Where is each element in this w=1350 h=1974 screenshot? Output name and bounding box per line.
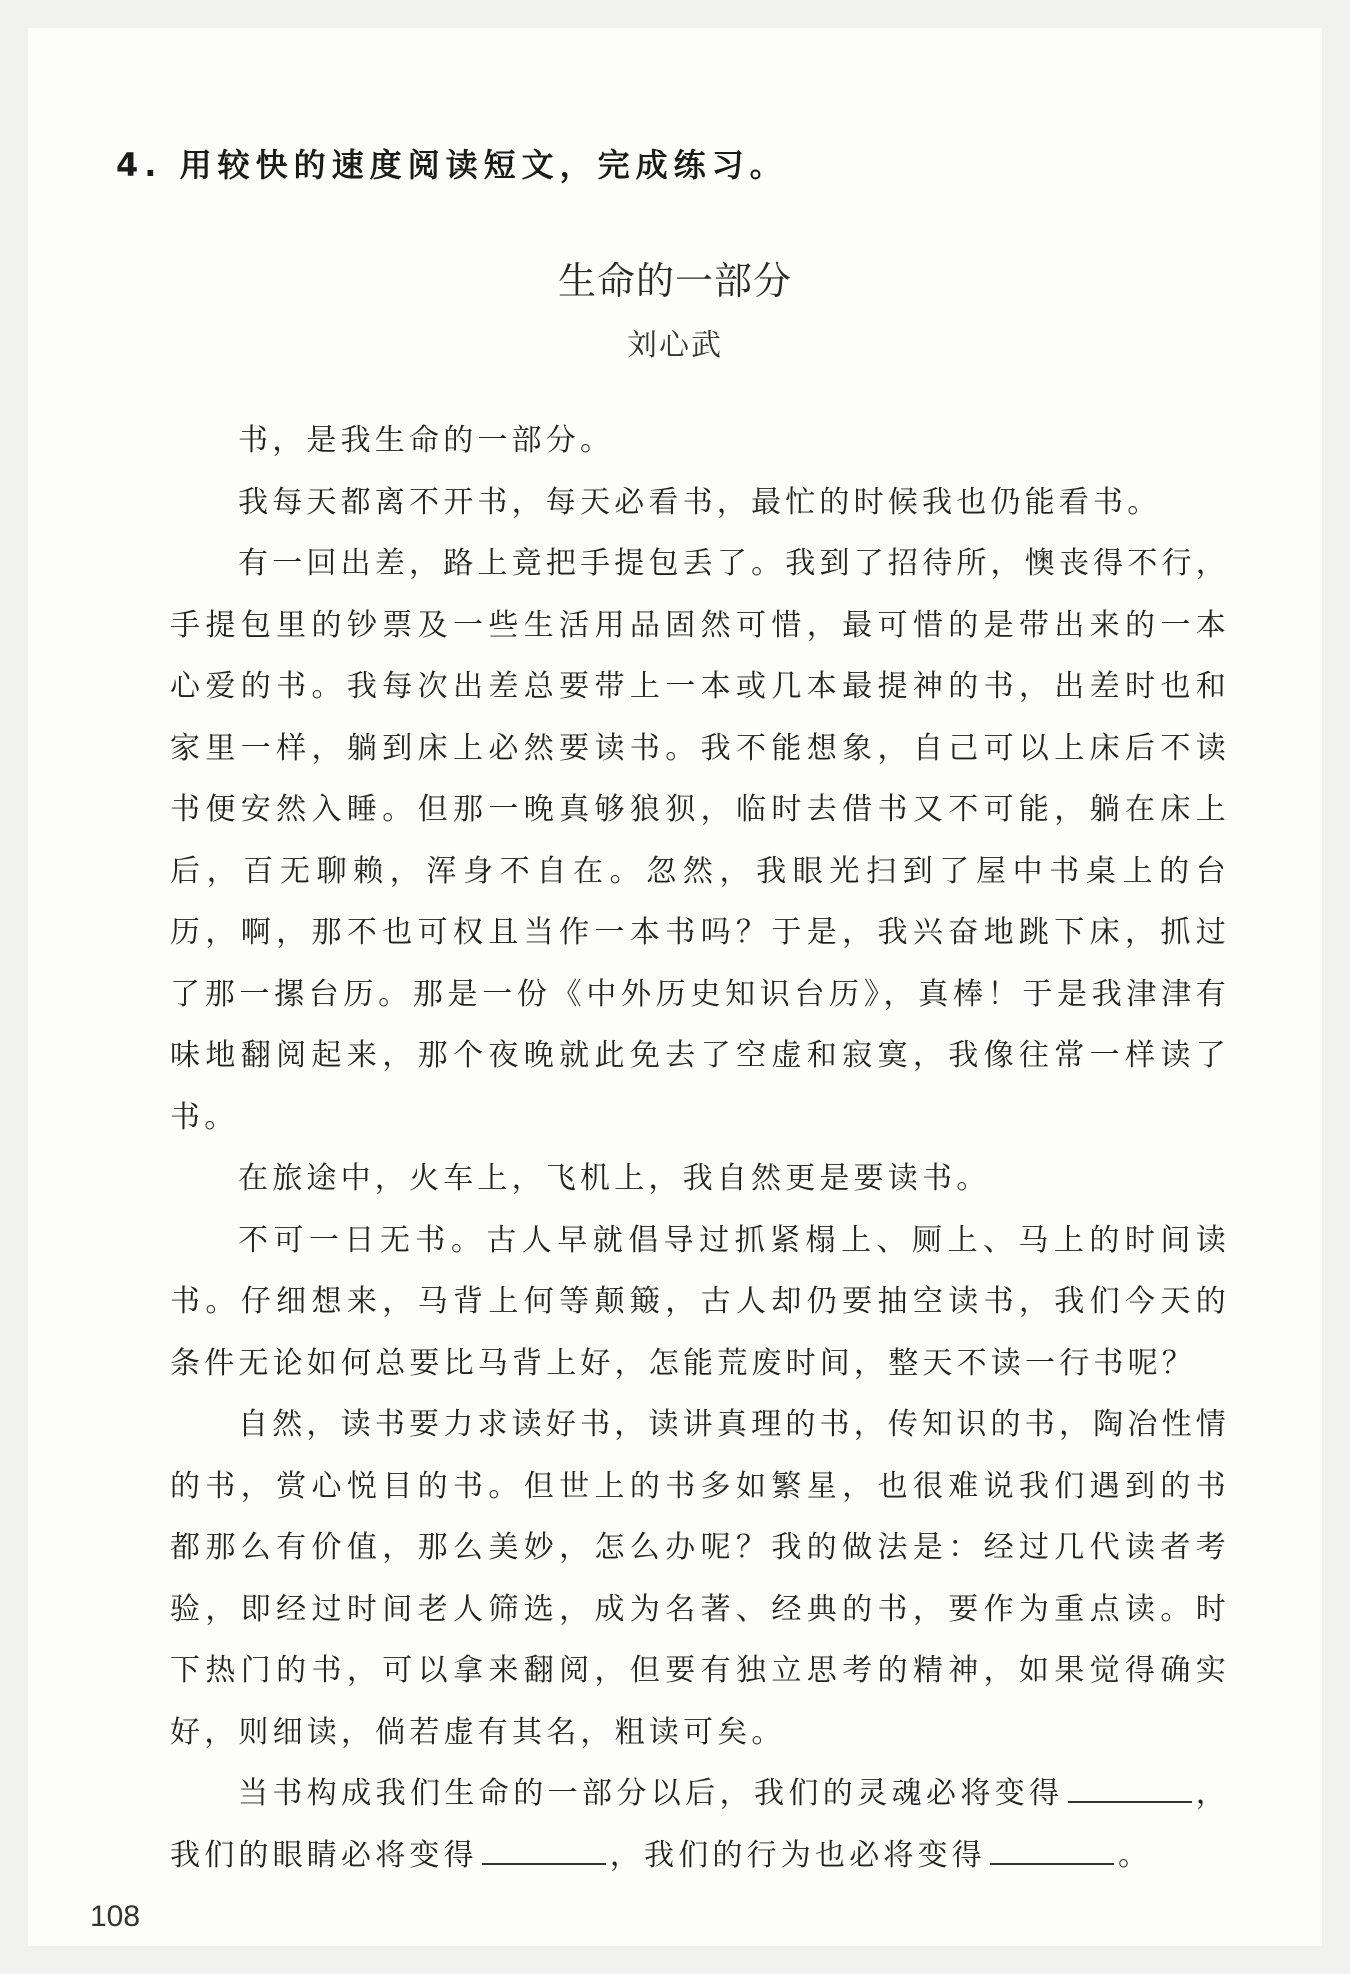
fill-in-blank-behavior[interactable] — [990, 1833, 1114, 1865]
fill-in-blank-eyes[interactable] — [482, 1833, 606, 1865]
paragraph-3: 有一回出差，路上竟把手提包丢了。我到了招待所，懊丧得不行，手提包里的钞票及一些生活用品固然可惜，最可惜的是带出来的一本心爱的书。我每次出差总要带上一本或几本最提神的书，出差时也和家里一样，躺到床上必然要读书。我不能想象，自己可以上床后不读书便安然入睡。但那一晚真够狼狈，临时去借书又不可能，躺在床上后，百无聊赖，浑身不自在。忽然，我眼光扫到了屋中书桌上的台历，啊，那不也可权且当作一本书吗？于是，我兴奋地跳下床，抓过了那一摞台历。那是一份《中外历史知识台历》，真棒！于是我津津有味地翻阅起来，那个夜晚就此免去了空虚和寂寞，我像往常一样读了书。 — [170, 546, 1230, 1135]
paragraph-2: 我每天都离不开书，每天必看书，最忙的时候我也仍能看书。 — [238, 484, 1162, 520]
exercise-heading: 4. 用较快的速度阅读短文，完成练习。 — [116, 146, 788, 184]
fill-in-text-2: ，我们的眼睛必将变得 — [170, 1776, 1230, 1873]
fill-in-paragraph — [170, 1763, 1230, 1886]
paragraph-4: 在旅途中，火车上，飞机上，我自然更是要读书。 — [238, 1161, 991, 1196]
article-body — [170, 410, 1230, 1886]
fill-in-text-3: ，我们的行为也必将变得 — [609, 1837, 987, 1873]
article-author: 刘心武 — [627, 328, 723, 363]
textbook-page — [28, 28, 1322, 1946]
paragraph-5: 不可一日无书。古人早就倡导过抓紧榻上、厕上、马上的时间读书。仔细想来，马背上何等颠簸，古人却仍要抽空读书，我们今天的条件无论如何总要比马背上好，怎能荒废时间，整天不读一行书呢？ — [170, 1222, 1230, 1381]
paragraph-6: 自然，读书要力求读好书，读讲真理的书，传知识的书，陶冶性情的书，赏心悦目的书。但世上的书多如繁星，也很难说我们遇到的书都那么有价值，那么美妙，怎么办呢？我的做法是：经过几代读者考验，即经过时间老人筛选，成为名著、经典的书，要作为重点读。时下热门的书，可以拿来翻阅，但要有独立思考的精神，如果觉得确实好，则细读，倘若虚有其名，粗读可矣。 — [170, 1407, 1230, 1750]
article-title: 生命的一部分 — [557, 259, 792, 303]
fill-in-blank-soul[interactable] — [1068, 1771, 1192, 1803]
fill-in-text-1: 当书构成我们生命的一部分以后，我们的灵魂必将变得 — [238, 1776, 1064, 1811]
page-number: 108 — [90, 1900, 141, 1933]
fill-in-text-4: 。 — [1118, 1837, 1153, 1873]
paragraph-1: 书，是我生命的一部分。 — [238, 423, 615, 458]
